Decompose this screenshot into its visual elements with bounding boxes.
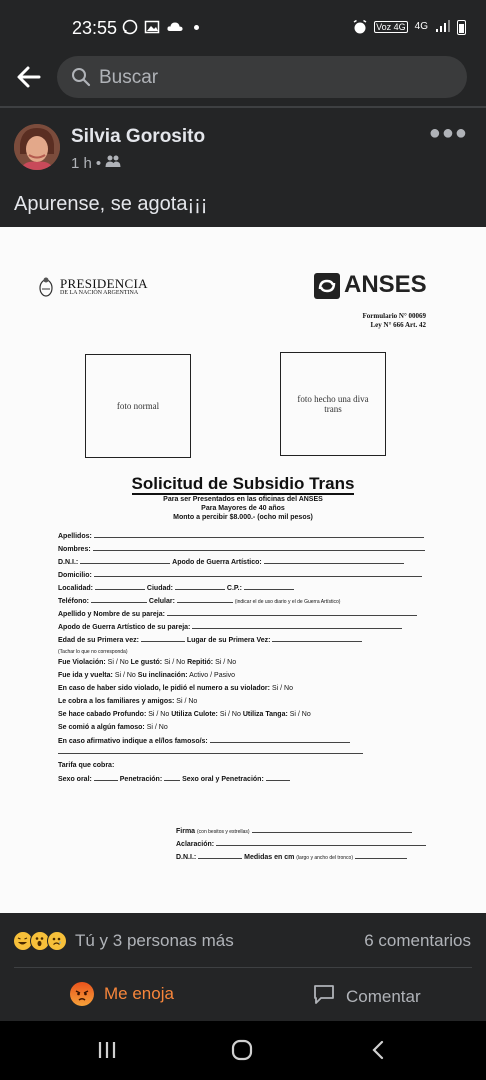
form-number: Formulario N° 00069 <box>362 312 426 320</box>
field-violado: En caso de haber sido violado, le pidió el numero a su violador: Si / No <box>58 685 293 692</box>
field-edad-lugar: Edad de su Primera vez: Lugar de su Primera Vez: <box>58 636 362 644</box>
document-title: Solicitud de Subsidio Trans <box>131 474 355 493</box>
whatsapp-icon <box>122 19 138 35</box>
presidencia-text: PRESIDENCIA <box>60 276 148 291</box>
reactions-bar[interactable] <box>0 913 486 967</box>
back-arrow-icon[interactable] <box>14 62 44 92</box>
field-sexo: Sexo oral: Penetración: Sexo oral y Penetración: <box>58 775 290 783</box>
actions-divider <box>14 967 472 968</box>
notification-dot-icon <box>194 25 199 30</box>
angry-reaction-button[interactable] <box>70 982 174 1006</box>
search-input[interactable] <box>57 56 467 98</box>
reaction-emojis <box>13 931 64 951</box>
back-nav-icon[interactable] <box>368 1039 388 1066</box>
photo-box-normal: foto normal <box>85 354 191 458</box>
field-cabado: Se hace cabado Profundo: Si / No Utiliza Culote: Si / No Utiliza Tanga: Si / No <box>58 711 311 718</box>
field-tarifa: Tarifa que cobra: <box>58 762 115 769</box>
field-aclaracion: Aclaración: <box>176 840 426 848</box>
alarm-icon <box>352 19 368 35</box>
more-options-icon[interactable]: ●●● <box>428 122 468 144</box>
field-violacion: Fue Violación: Si / No Le gustó: Si / No Repitió: Si / No <box>58 659 237 666</box>
photo-box-diva: foto hecho una diva trans <box>280 352 386 456</box>
network-type-label: 4G <box>414 21 428 32</box>
sad-reaction-icon <box>47 931 67 951</box>
post-image-document[interactable] <box>0 227 486 913</box>
anses-brand: ANSES <box>344 271 427 298</box>
field-localidad: Localidad: Ciudad: C.P.: <box>58 584 294 592</box>
top-bar <box>0 50 486 106</box>
post-author[interactable]: Silvia Gorosito <box>71 126 206 147</box>
friends-audience-icon <box>105 154 121 172</box>
field-apodo-pareja: Apodo de Guerra Artístico de su pareja: <box>58 623 402 631</box>
field-firma: Firma (con besitos y estrellas) <box>176 827 412 835</box>
argentina-crest-icon <box>38 276 54 298</box>
field-tachar-note: (Tachar lo que no corresponda) <box>58 649 128 655</box>
comment-button-label: Comentar <box>346 986 421 1006</box>
anses-logo-icon <box>314 273 340 299</box>
recent-apps-icon[interactable] <box>96 1039 118 1066</box>
header-divider <box>0 106 486 108</box>
field-nombres: Nombres: <box>58 545 425 553</box>
field-telefono: Teléfono: Celular: (indicar el de uso diario y el de Guerra Artístico) <box>58 598 341 605</box>
field-pareja: Apellido y Nombre de su pareja: <box>58 610 417 618</box>
gallery-icon <box>144 19 160 35</box>
comment-button[interactable] <box>312 982 421 1011</box>
signal-icon <box>435 19 451 35</box>
field-afirmativo-line <box>58 748 363 756</box>
field-famoso: Se comió a algún famoso: Si / No <box>58 724 168 731</box>
avatar[interactable] <box>14 124 60 170</box>
field-dni: D.N.I.: Apodo de Guerra Artístico: <box>58 558 404 566</box>
comment-bubble-icon <box>312 982 336 1011</box>
presidencia-subtext: DE LA NACIÓN ARGENTINA <box>60 290 139 296</box>
post-text: Apurense, se agota¡¡¡ <box>14 193 208 215</box>
field-familiares: Le cobra a los familiares y amigos: Si / No <box>58 698 198 705</box>
field-apellidos: Apellidos: <box>58 532 424 540</box>
post-timestamp[interactable]: 1 h <box>71 154 92 172</box>
status-right-icons <box>352 19 466 35</box>
battery-icon <box>457 20 466 35</box>
cloud-icon <box>166 19 182 35</box>
form-law: Ley N° 666 Art. 42 <box>370 321 426 329</box>
field-ida-vuelta: Fue ida y vuelta: Si / No Su inclinación: Activo / Pasivo <box>58 672 236 679</box>
search-placeholder: Buscar <box>99 67 159 88</box>
field-afirmativo: En caso afirmativo indique a el/los famoso/s: <box>58 737 350 745</box>
volte-badge: Voz 4G <box>376 22 406 32</box>
comments-count[interactable]: 6 comentarios <box>364 931 471 950</box>
document-subtitle: Monto a percibir $8.000.- (ocho mil pesos) <box>173 514 313 521</box>
search-icon <box>71 67 91 87</box>
meta-separator: • <box>95 154 102 172</box>
post-meta <box>71 154 121 172</box>
home-icon[interactable] <box>230 1039 254 1066</box>
document-subtitle: Para Mayores de 40 años <box>201 505 285 512</box>
document-subtitle: Para ser Presentados en las oficinas del ANSES <box>163 496 323 503</box>
angry-face-icon <box>70 982 94 1006</box>
status-left-icons <box>122 19 199 35</box>
status-time: 23:55 <box>72 18 118 38</box>
android-nav-bar <box>0 1021 486 1080</box>
angry-button-label: Me enoja <box>104 984 174 1003</box>
reactions-summary[interactable]: Tú y 3 personas más <box>75 931 234 950</box>
field-dni-medidas: D.N.I.: Medidas en cm (largo y ancho del tronco) <box>176 853 407 861</box>
field-domicilio: Domicilio: <box>58 571 422 579</box>
